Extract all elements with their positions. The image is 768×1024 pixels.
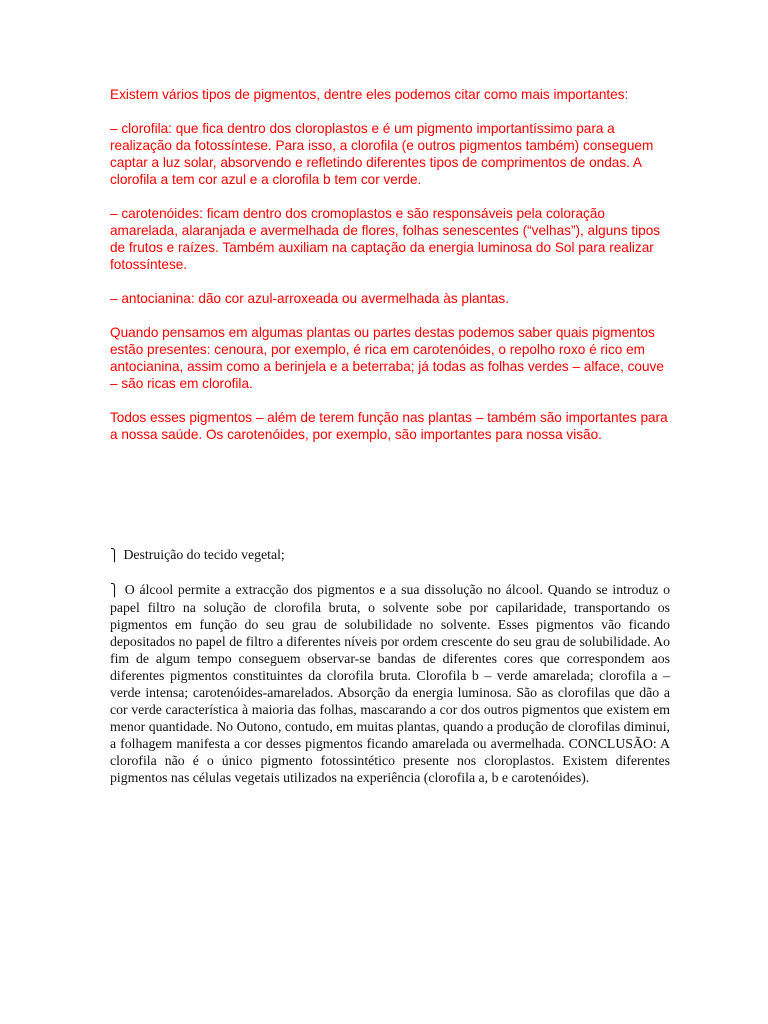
alcohol-extraction-text: O álcool permite a extracção dos pigmentos e a sua dissolução no álcool. Quando se introduz o papel filtro na solução de clorofila bruta, o solvente sobe por capilaridade, transportando os pigmentos em função do seu grau de solubilidade no solvente. Esses pigmentos vão ficando depositados no papel de filtro a diferentes níveis por ordem crescente do seu grau de solubilidade. Ao fim de algum tempo conseguem observar-se bandas de diferentes cores que correspondem aos diferentes pigmentos constituintes da clorofila bruta. Clorofila b – verde amarelada; clorofila a – verde intensa; carotenóides-amarelados. Absorção da energia luminosa. São as clorofilas que dão a cor verde característica à maioria das folhas, mascarando a cor dos outros pigmentos que existem em menor quantidade. No Outono, contudo, em muitas plantas, quando a produção de clorofilas diminui, a folhagem manifesta a cor desses pigmentos ficando amarelada ou avermelhada. CONCLUSÃO: A clorofila não é o único pigmento fotossintético presente nos cloroplastos. Existem diferentes pigmentos nas células vegetais utilizados na experiência (clorofila a, b e carotenóides).	[110, 582, 670, 785]
bullet-marker-icon: ⎫	[110, 548, 119, 562]
intro-paragraph: Existem vários tipos de pigmentos, dentre eles podemos citar como mais importantes:	[110, 87, 629, 102]
tissue-destruction-item	[110, 546, 670, 564]
plants-examples-paragraph: Quando pensamos em algumas plantas ou partes destas podemos saber quais pigmentos estão presentes: cenoura, por exemplo, é rica em carotenóides, o repolho roxo é rico em antocianina, assim como a berinjela e a beterraba; já todas as folhas verdes – alface, couve – são ricas em clorofila.	[110, 325, 664, 391]
chlorophyll-paragraph: – clorofila: que fica dentro dos cloroplastos e é um pigmento importantíssimo para a realização da fotossíntese. Para isso, a clorofila (e outros pigmentos também) conseguem captar a luz solar, absorvendo e refletindo diferentes tipos de comprimentos de ondas. A clorofila a tem cor azul e a clorofila b tem cor verde.	[110, 121, 654, 187]
bullet-marker-icon: ⎫	[110, 583, 119, 597]
anthocyanin-paragraph: – antocianina: dão cor azul-arroxeada ou avermelhada às plantas.	[110, 291, 510, 306]
alcohol-extraction-item	[110, 581, 670, 786]
experiment-section	[110, 546, 670, 803]
health-paragraph: Todos esses pigmentos – além de terem função nas plantas – também são importantes para a nossa saúde. Os carotenóides, por exemplo, são importantes para nossa visão.	[110, 410, 668, 442]
tissue-destruction-text: Destruição do tecido vegetal;	[123, 547, 285, 562]
carotenoids-paragraph: – carotenóides: ficam dentro dos cromoplastos e são responsáveis pela coloração amarelada, alaranjada e avermelhada de flores, folhas senescentes (“velhas”), alguns tipos de frutos e raízes. Também auxiliam na captação da energia luminosa do Sol para realizar fotossíntese.	[110, 206, 661, 272]
pigments-intro-section	[110, 86, 670, 460]
